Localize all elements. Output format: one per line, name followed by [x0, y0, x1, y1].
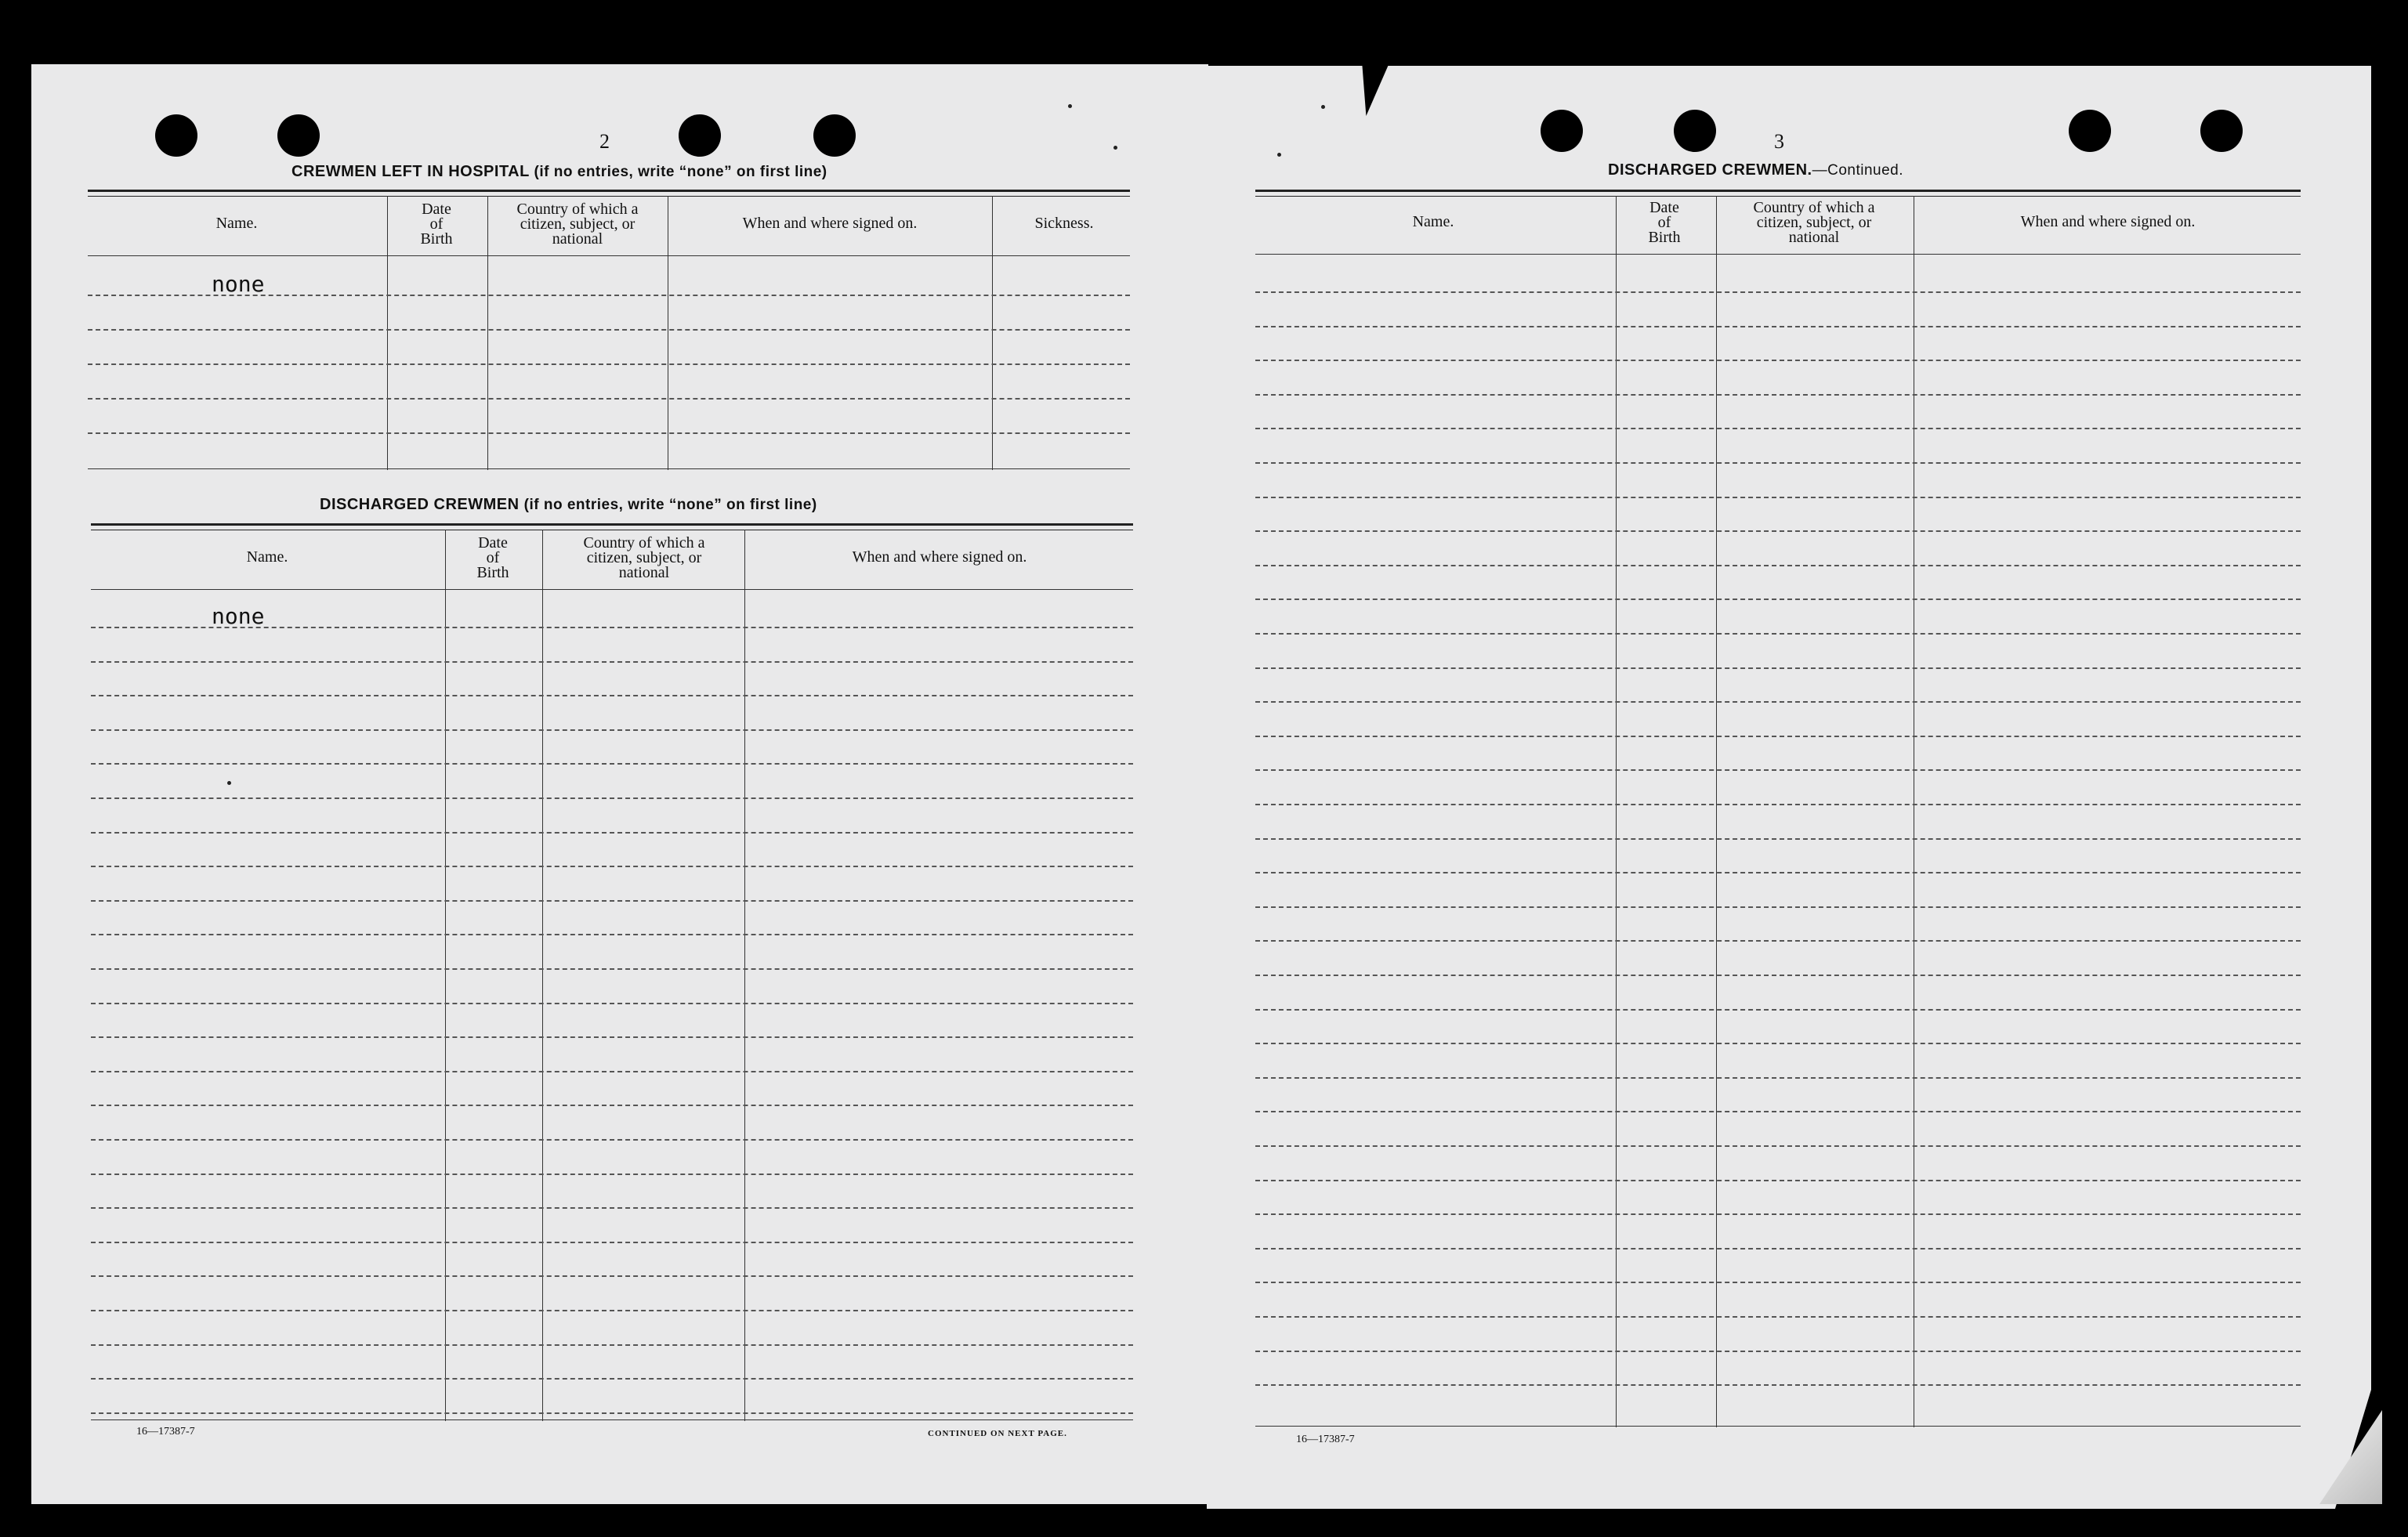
entry-line	[91, 627, 1133, 628]
entry-line	[1255, 428, 2301, 429]
entry-line	[1255, 462, 2301, 464]
entry-line	[1255, 530, 2301, 532]
punch-hole	[1674, 110, 1716, 152]
entry-line	[1255, 565, 2301, 566]
table-bottom-rule	[1255, 1426, 2301, 1427]
column-divider	[992, 196, 993, 470]
col-country-header: Country of which a citizen, subject, or national	[1753, 199, 1875, 246]
punch-hole	[1541, 110, 1583, 152]
entry-line	[1255, 975, 2301, 976]
entry-line	[1255, 394, 2301, 396]
entry-line	[1255, 804, 2301, 805]
entry-line	[1255, 599, 2301, 600]
col-sickness-header: Sickness.	[1034, 215, 1094, 232]
entry-line	[1255, 838, 2301, 840]
column-divider	[387, 196, 388, 470]
entry-line	[91, 661, 1133, 663]
entry-line	[91, 1139, 1133, 1141]
entry-line	[1255, 1009, 2301, 1011]
entry-line	[1255, 1213, 2301, 1215]
col-dob-header: Date of Birth	[476, 534, 509, 581]
hospital-section-title: CREWMEN LEFT IN HOSPITAL (if no entries, write “none” on first line)	[291, 163, 827, 180]
left-page	[31, 64, 1208, 1504]
col-signed-header: When and where signed on.	[852, 548, 1027, 566]
entry-line	[91, 1071, 1133, 1072]
entry-line	[1255, 1351, 2301, 1352]
entry-line	[1255, 667, 2301, 669]
entry-line	[1255, 1248, 2301, 1249]
entry-line	[91, 763, 1133, 765]
entry-line	[91, 797, 1133, 799]
column-divider	[487, 196, 488, 470]
column-divider	[445, 530, 446, 1421]
col-dob-header: Date of Birth	[420, 201, 453, 248]
entry-line	[91, 1036, 1133, 1038]
punch-hole	[2200, 110, 2243, 152]
entry-line	[91, 1003, 1133, 1004]
entry-line	[1255, 906, 2301, 908]
entry-line	[91, 866, 1133, 867]
punch-hole	[679, 114, 721, 157]
punch-hole	[277, 114, 320, 157]
punch-hole	[155, 114, 197, 157]
entry-line	[1255, 1316, 2301, 1318]
entry-line	[91, 832, 1133, 834]
entry-line	[88, 398, 1130, 400]
entry-line	[91, 1310, 1133, 1311]
entry-line	[1255, 736, 2301, 737]
speck	[227, 781, 231, 785]
entry-line	[1255, 1145, 2301, 1147]
column-divider	[542, 530, 543, 1421]
entry-line	[88, 295, 1130, 296]
form-number: 16—17387-7	[1296, 1434, 1355, 1445]
table-bottom-rule	[88, 468, 1130, 469]
col-name-header: Name.	[215, 215, 258, 232]
entry-line	[1255, 633, 2301, 635]
header-underline	[91, 589, 1133, 590]
entry-line	[1255, 1077, 2301, 1079]
header-underline	[1255, 254, 2301, 255]
column-divider	[1616, 196, 1617, 1427]
col-signed-header: When and where signed on.	[742, 215, 918, 232]
entry-line	[91, 900, 1133, 902]
header-rule	[1255, 190, 2301, 197]
entry-line	[88, 329, 1130, 331]
entry-line	[91, 968, 1133, 970]
col-name-header: Name.	[1412, 213, 1454, 230]
speck	[1113, 146, 1117, 150]
entry-line	[1255, 1043, 2301, 1044]
entry-line	[1255, 940, 2301, 942]
header-rule	[91, 523, 1133, 530]
entry-line	[88, 363, 1130, 365]
entry-line	[91, 1412, 1133, 1414]
punch-hole	[2069, 110, 2111, 152]
speck	[1068, 104, 1072, 108]
continued-note: CONTINUED ON NEXT PAGE.	[928, 1429, 1067, 1438]
entry-line	[91, 1174, 1133, 1175]
discharged-section-title: DISCHARGED CREWMEN (if no entries, write “none” on first line)	[320, 496, 817, 513]
entry-line	[91, 1207, 1133, 1209]
entry-line	[1255, 326, 2301, 327]
column-divider	[744, 530, 745, 1421]
table-bottom-rule	[91, 1419, 1133, 1420]
entry-line	[1255, 360, 2301, 361]
entry-line	[1255, 701, 2301, 703]
col-signed-header: When and where signed on.	[2020, 213, 2196, 230]
col-dob-header: Date of Birth	[1648, 199, 1681, 246]
entry-line	[1255, 1282, 2301, 1283]
speck	[1277, 153, 1281, 157]
entry-line	[1255, 497, 2301, 498]
entry-line	[88, 432, 1130, 434]
col-country-header: Country of which a citizen, subject, or national	[583, 534, 705, 581]
entry-line	[91, 1344, 1133, 1346]
page-number: 2	[599, 130, 610, 153]
entry-line	[1255, 1384, 2301, 1386]
entry-line	[91, 1105, 1133, 1106]
header-underline	[88, 255, 1130, 256]
entry-line	[91, 1378, 1133, 1380]
right-page	[1207, 66, 2371, 1509]
col-name-header: Name.	[246, 548, 288, 566]
entry-line	[91, 1242, 1133, 1243]
discharged-entry: none	[212, 603, 265, 629]
entry-line	[91, 695, 1133, 696]
entry-line	[91, 934, 1133, 935]
entry-line	[91, 1275, 1133, 1277]
entry-line	[1255, 291, 2301, 293]
header-rule	[88, 190, 1130, 197]
column-divider	[1716, 196, 1717, 1427]
punch-hole	[813, 114, 856, 157]
hospital-entry: none	[212, 271, 265, 297]
entry-line	[91, 729, 1133, 731]
col-country-header: Country of which a citizen, subject, or national	[516, 201, 639, 248]
entry-line	[1255, 872, 2301, 873]
speck	[1321, 105, 1325, 109]
entry-line	[1255, 1111, 2301, 1112]
entry-line	[1255, 1180, 2301, 1181]
page-number: 3	[1774, 130, 1784, 153]
form-number: 16—17387-7	[136, 1426, 195, 1438]
entry-line	[1255, 769, 2301, 771]
discharged-continued-title: DISCHARGED CREWMEN.—Continued.	[1608, 161, 1904, 179]
